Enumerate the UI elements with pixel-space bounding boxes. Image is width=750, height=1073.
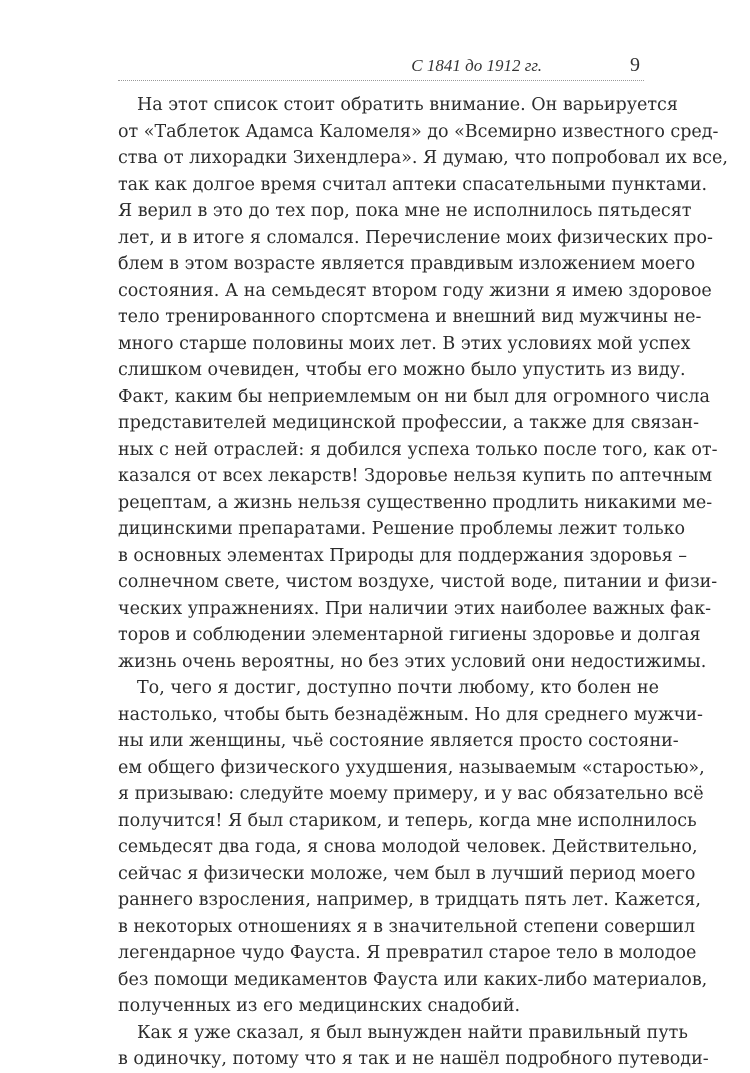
- text-line: раннего взросления, например, в тридцать пять лет. Кажется,: [118, 890, 701, 910]
- text-line: состояния. А на семьдесят втором году жизни я имею здоровое: [118, 280, 712, 301]
- text-line: семьдесят два года, я снова молодой человек. Действительно,: [118, 837, 698, 857]
- text-line: торов и соблюдении элементарной гигиены здоровье и долгая: [118, 625, 701, 645]
- text-line: в некоторых отношениях я в значительной степени совершил: [118, 916, 696, 937]
- paragraph: [118, 675, 708, 1020]
- text-line: На этот список стоит обратить внимание. Он варьируется: [137, 95, 678, 115]
- text-line: казался от всех лекарств! Здоровье нельзя купить по аптечным: [118, 466, 713, 486]
- text-line: сейчас я физически моложе, чем был в лучший период моего: [118, 863, 696, 884]
- body-text: [118, 92, 728, 1073]
- text-line: полученных из его медицинских снадобий.: [118, 996, 521, 1016]
- running-title: С 1841 до 1912 гг.: [411, 56, 542, 75]
- text-line: без помощи медикаментов Фауста или каких-либо материалов,: [118, 969, 708, 990]
- text-line: представителей медицинской профессии, а также для связан-: [118, 413, 699, 433]
- text-line: жизнь очень вероятны, но без этих условий они недостижимы.: [118, 651, 707, 672]
- running-header: [118, 52, 644, 81]
- text-line: ства от лихорадки Зихендлера». Я думаю, что попробовал их все,: [118, 148, 728, 168]
- text-line: настолько, чтобы быть безнадёжным. Но для среднего мужчи-: [118, 704, 703, 725]
- text-line: ческих упражнениях. При наличии этих наиболее важных фак-: [118, 598, 712, 619]
- text-line: То, чего я достиг, доступно почти любому, кто болен не: [137, 678, 660, 698]
- paragraph: [118, 92, 728, 675]
- text-line: от «Таблеток Адамса Каломеля» до «Всемирно известного сред-: [118, 121, 719, 142]
- text-line: дицинскими препаратами. Решение проблемы лежит только: [118, 519, 686, 539]
- text-line: солнечном свете, чистом воздухе, чистой воде, питании и физи-: [118, 572, 718, 592]
- text-line: рецептам, а жизнь нельзя существенно продлить никакими ме-: [118, 492, 713, 513]
- text-line: много старше половины моих лет. В этих условиях мой успех: [118, 333, 691, 354]
- text-line: блем в этом возрасте является правдивым изложением моего: [118, 254, 696, 274]
- paragraph: [118, 1020, 709, 1073]
- text-line: я призываю: следуйте моему примеру, и у вас обязательно всё: [118, 784, 704, 804]
- text-line: в основных элементах Природы для поддержания здоровья –: [118, 545, 688, 566]
- text-line: Как я уже сказал, я был вынужден найти правильный путь: [137, 1022, 688, 1043]
- text-line: Я верил в это до тех пор, пока мне не исполнилось пятьдесят: [118, 201, 692, 221]
- text-line: лет, и в итоге я сломался. Перечисление моих физических про-: [118, 227, 713, 248]
- text-line: получится! Я был стариком, и теперь, когда мне исполнилось: [118, 810, 697, 831]
- text-line: в одиночку, потому что я так и не нашёл подробного путеводи-: [118, 1049, 709, 1069]
- text-line: тело тренированного спортсмена и внешний вид мужчины не-: [118, 307, 702, 327]
- page-number: 9: [630, 54, 640, 76]
- text-line: легендарное чудо Фауста. Я превратил старое тело в молодое: [118, 943, 697, 963]
- text-line: Факт, каким бы неприемлемым он ни был для огромного числа: [118, 386, 710, 407]
- text-line: ных с ней отраслей: я добился успеха только после того, как от-: [118, 439, 718, 460]
- text-line: так как долгое время считал аптеки спасательными пунктами.: [118, 174, 708, 195]
- text-line: слишком очевиден, чтобы его можно было упустить из виду.: [118, 360, 686, 380]
- text-line: ем общего физического ухудшения, называемым «старостью»,: [118, 757, 705, 778]
- text-line: ны или женщины, чьё состояние является просто состояни-: [118, 731, 679, 751]
